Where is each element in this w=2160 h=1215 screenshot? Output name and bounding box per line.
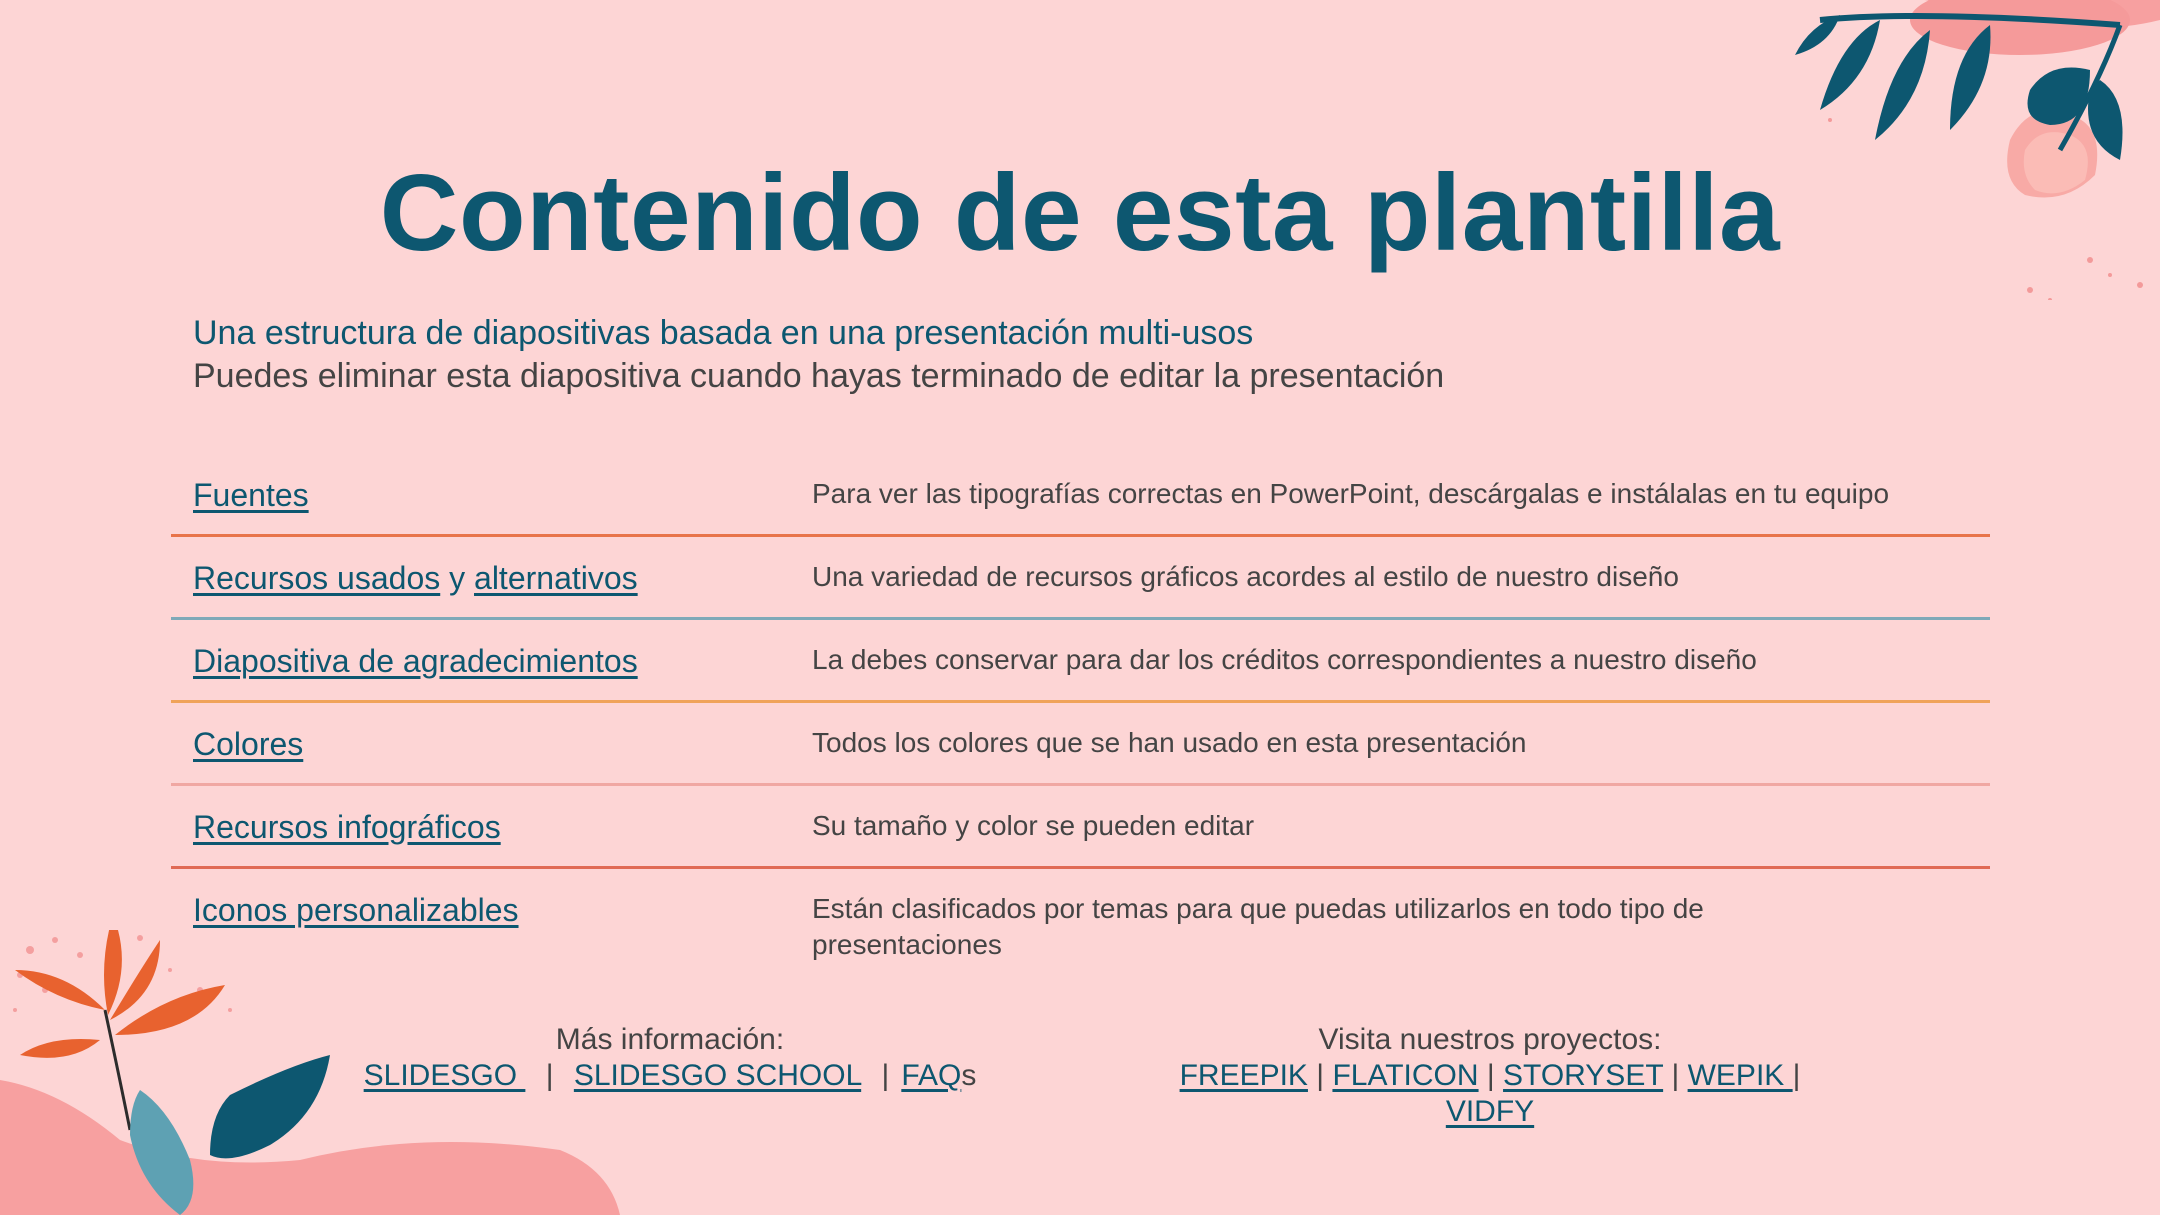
footer-projects: [1160, 1022, 1820, 1130]
row-divider: [171, 783, 1990, 786]
label-separator: y: [440, 560, 475, 596]
subtitle-secondary: Puedes eliminar esta diapositiva cuando hayas terminado de editar la presentación: [193, 357, 1445, 395]
link-vidfy[interactable]: VIDFY: [1445, 1095, 1535, 1128]
row-description: Su tamaño y color se pueden editar: [812, 810, 1255, 841]
link-slidesgo-school[interactable]: SLIDESGO SCHOOL: [573, 1059, 862, 1092]
row-description: Para ver las tipografías correctas en PowerPoint, descárgalas e instálalas en tu equipo: [812, 478, 1890, 509]
link-iconos[interactable]: Iconos personalizables: [193, 892, 519, 928]
link-wepik[interactable]: WEPIK: [1687, 1059, 1793, 1092]
link-infograficos[interactable]: Recursos infográficos: [193, 809, 501, 845]
link-faqs[interactable]: FAQ: [901, 1059, 962, 1092]
table-row: [171, 789, 1990, 869]
row-divider: [171, 866, 1990, 869]
footer-more-info: [300, 1022, 1040, 1094]
link-agradecimientos[interactable]: Diapositiva de agradecimientos: [193, 643, 638, 679]
row-description: La debes conservar para dar los créditos correspondientes a nuestro diseño: [812, 644, 1757, 675]
footer-heading: Más información:: [555, 1023, 785, 1056]
link-alternativos[interactable]: alternativos: [474, 560, 638, 596]
footer-separator: |: [545, 1059, 554, 1092]
link-colores[interactable]: Colores: [193, 726, 304, 762]
row-description: Una variedad de recursos gráficos acordes al estilo de nuestro diseño: [812, 561, 1679, 592]
row-divider: [171, 700, 1990, 703]
link-fuentes[interactable]: Fuentes: [193, 477, 309, 513]
footer-separator: |: [1316, 1059, 1325, 1092]
table-row: [171, 623, 1990, 703]
row-description: Todos los colores que se han usado en esta presentación: [812, 727, 1527, 758]
row-divider: [171, 617, 1990, 620]
table-row: [171, 706, 1990, 786]
table-row: [171, 872, 1990, 972]
row-description: Están clasificados por temas para que puedas utilizarlos en todo tipo de presentaciones: [812, 893, 1704, 960]
page-title: Contenido de esta plantilla: [379, 152, 1781, 274]
link-slidesgo[interactable]: SLIDESGO: [363, 1059, 526, 1092]
link-freepik[interactable]: FREEPIK: [1179, 1059, 1308, 1092]
link-storyset[interactable]: STORYSET: [1503, 1059, 1664, 1092]
footer-heading: Visita nuestros proyectos:: [1318, 1023, 1662, 1056]
footer-separator: |: [1792, 1059, 1801, 1092]
row-divider: [171, 534, 1990, 537]
table-row: [171, 540, 1990, 620]
link-flaticon[interactable]: FLATICON: [1332, 1059, 1479, 1092]
link-recursos-usados[interactable]: Recursos usados: [193, 560, 441, 596]
subtitle: Una estructura de diapositivas basada en una presentación multi-usos: [193, 314, 1254, 352]
faqs-suffix: s: [961, 1059, 977, 1092]
table-row: [171, 457, 1990, 537]
footer-separator: |: [881, 1059, 890, 1092]
footer-separator: |: [1671, 1059, 1680, 1092]
footer-separator: |: [1486, 1059, 1495, 1092]
